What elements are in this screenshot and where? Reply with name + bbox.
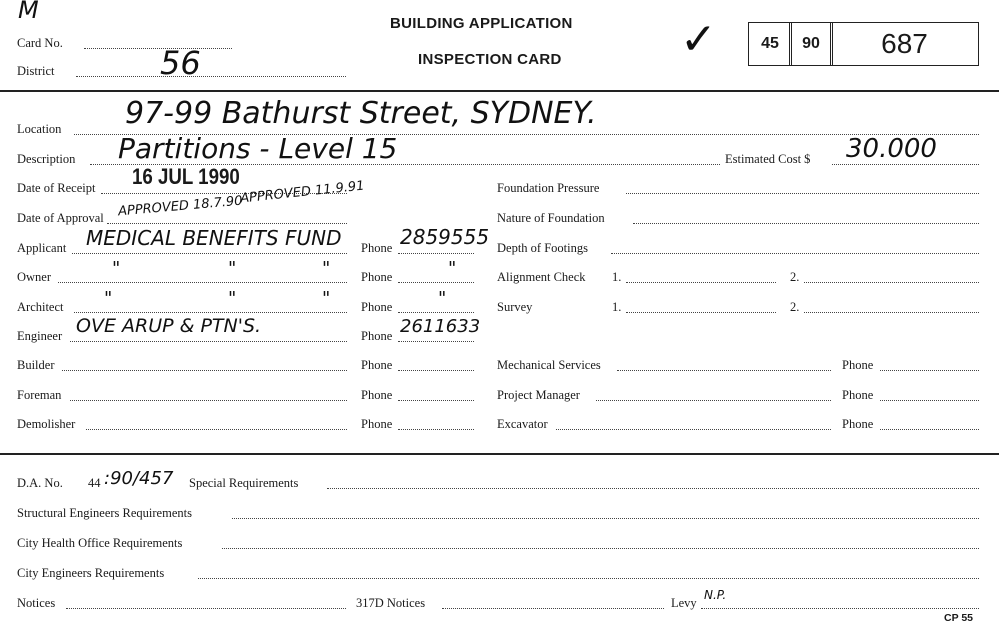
applicant-value: MEDICAL BENEFITS FUND bbox=[86, 226, 342, 250]
notices-line bbox=[66, 608, 346, 609]
architect-line bbox=[74, 312, 347, 313]
foreman-label: Foreman bbox=[17, 388, 62, 402]
file-box-3: 687 bbox=[830, 22, 979, 66]
architect-phone-ditto: " bbox=[438, 288, 447, 309]
approved-note: APPROVED 11.9.91 bbox=[239, 178, 366, 207]
city-eng-req-line bbox=[198, 578, 979, 579]
corner-mark: M bbox=[18, 0, 39, 24]
builder-label: Builder bbox=[17, 358, 55, 372]
notices-317d-line bbox=[442, 608, 664, 609]
builder-line bbox=[62, 370, 347, 371]
survey-num-2: 2. bbox=[790, 300, 800, 314]
survey-line-2 bbox=[804, 312, 979, 313]
estimated-cost-label: Estimated Cost $ bbox=[725, 152, 811, 166]
owner-phone-line bbox=[398, 282, 474, 283]
foreman-phone-label: Phone bbox=[361, 388, 393, 402]
levy-line bbox=[701, 608, 979, 609]
builder-phone-label: Phone bbox=[361, 358, 393, 372]
engineer-phone-value: 2611633 bbox=[400, 316, 481, 337]
survey-line-1 bbox=[626, 312, 776, 313]
engineer-phone-label: Phone bbox=[361, 329, 393, 343]
date-approval-label: Date of Approval bbox=[17, 211, 104, 225]
foundation-pressure-line bbox=[626, 193, 979, 194]
alignment-line-2 bbox=[804, 282, 979, 283]
builder-phone-line bbox=[398, 370, 474, 371]
survey-label: Survey bbox=[497, 300, 533, 314]
project-manager-phone-label: Phone bbox=[842, 388, 874, 402]
levy-label: Levy bbox=[671, 596, 697, 610]
file-box-1: 45 bbox=[748, 22, 792, 66]
city-eng-req-label: City Engineers Requirements bbox=[17, 566, 165, 580]
special-req-label: Special Requirements bbox=[189, 476, 299, 490]
depth-footings-line bbox=[611, 253, 979, 254]
mechanical-line bbox=[617, 370, 831, 371]
mechanical-phone-line bbox=[880, 370, 979, 371]
location-value: 97-99 Bathurst Street, SYDNEY. bbox=[125, 96, 597, 131]
applicant-phone-label: Phone bbox=[361, 241, 393, 255]
date-receipt-label: Date of Receipt bbox=[17, 181, 96, 195]
project-manager-line bbox=[596, 400, 831, 401]
engineer-value: OVE ARUP & PTN'S. bbox=[76, 315, 262, 337]
project-manager-phone-line bbox=[880, 400, 979, 401]
owner-ditto-3: " bbox=[322, 258, 331, 279]
district-line bbox=[76, 76, 346, 77]
architect-ditto-3: " bbox=[322, 288, 331, 309]
architect-label: Architect bbox=[17, 300, 64, 314]
estimated-cost-line bbox=[832, 164, 979, 165]
form-title-line2: INSPECTION CARD bbox=[418, 51, 562, 68]
foreman-line bbox=[70, 400, 347, 401]
applicant-phone-line bbox=[398, 253, 474, 254]
applicant-line bbox=[72, 253, 347, 254]
district-label: District bbox=[17, 64, 55, 78]
alignment-check-label: Alignment Check bbox=[497, 270, 586, 284]
da-prefix: 44 bbox=[88, 476, 101, 490]
excavator-phone-label: Phone bbox=[842, 417, 874, 431]
architect-phone-line bbox=[398, 312, 474, 313]
mechanical-phone-label: Phone bbox=[842, 358, 874, 372]
form-code: CP 55 bbox=[944, 612, 973, 624]
survey-num-1: 1. bbox=[612, 300, 622, 314]
location-label: Location bbox=[17, 122, 62, 136]
alignment-line-1 bbox=[626, 282, 776, 283]
section-rule bbox=[0, 453, 999, 455]
nature-foundation-line bbox=[633, 223, 979, 224]
estimated-cost-value: 30.000 bbox=[846, 134, 937, 164]
architect-ditto-2: " bbox=[228, 288, 237, 309]
date-receipt-stamp: 16 JUL 1990 bbox=[132, 164, 240, 189]
owner-ditto-1: " bbox=[112, 258, 121, 279]
demolisher-label: Demolisher bbox=[17, 417, 76, 431]
excavator-line bbox=[556, 429, 831, 430]
date-approval-line bbox=[107, 223, 347, 224]
card-no-label: Card No. bbox=[17, 36, 63, 50]
file-box-2: 90 bbox=[789, 22, 833, 66]
applicant-label: Applicant bbox=[17, 241, 67, 255]
structural-req-line bbox=[232, 518, 979, 519]
structural-req-label: Structural Engineers Requirements bbox=[17, 506, 192, 520]
owner-ditto-2: " bbox=[228, 258, 237, 279]
excavator-phone-line bbox=[880, 429, 979, 430]
demolisher-line bbox=[86, 429, 347, 430]
card-no-line bbox=[84, 48, 232, 49]
owner-phone-ditto: " bbox=[448, 258, 457, 279]
description-label: Description bbox=[17, 152, 76, 166]
da-label: D.A. No. bbox=[17, 476, 63, 490]
da-value: :90/457 bbox=[104, 468, 174, 489]
nature-foundation-label: Nature of Foundation bbox=[497, 211, 605, 225]
architect-phone-label: Phone bbox=[361, 300, 393, 314]
health-req-line bbox=[222, 548, 979, 549]
district-value: 56 bbox=[160, 44, 201, 82]
owner-label: Owner bbox=[17, 270, 52, 284]
levy-value: N.P. bbox=[704, 588, 727, 602]
description-value: Partitions - Level 15 bbox=[118, 132, 398, 165]
engineer-label: Engineer bbox=[17, 329, 63, 343]
demolisher-phone-line bbox=[398, 429, 474, 430]
owner-phone-label: Phone bbox=[361, 270, 393, 284]
check-mark-icon: ✓ bbox=[680, 14, 717, 65]
form-title-line1: BUILDING APPLICATION bbox=[390, 15, 573, 32]
owner-line bbox=[58, 282, 347, 283]
health-req-label: City Health Office Requirements bbox=[17, 536, 183, 550]
demolisher-phone-label: Phone bbox=[361, 417, 393, 431]
architect-ditto-1: " bbox=[104, 288, 113, 309]
excavator-label: Excavator bbox=[497, 417, 548, 431]
depth-footings-label: Depth of Footings bbox=[497, 241, 588, 255]
foundation-pressure-label: Foundation Pressure bbox=[497, 181, 600, 195]
header-rule bbox=[0, 90, 999, 92]
mechanical-label: Mechanical Services bbox=[497, 358, 601, 372]
engineer-phone-line bbox=[398, 341, 474, 342]
alignment-num-2: 2. bbox=[790, 270, 800, 284]
special-req-line bbox=[327, 488, 979, 489]
foreman-phone-line bbox=[398, 400, 474, 401]
alignment-num-1: 1. bbox=[612, 270, 622, 284]
engineer-line bbox=[70, 341, 347, 342]
project-manager-label: Project Manager bbox=[497, 388, 580, 402]
notices-label: Notices bbox=[17, 596, 56, 610]
date-approval-value: APPROVED 18.7.90 bbox=[117, 193, 244, 220]
applicant-phone-value: 2859555 bbox=[400, 225, 490, 249]
notices-317d-label: 317D Notices bbox=[356, 596, 426, 610]
